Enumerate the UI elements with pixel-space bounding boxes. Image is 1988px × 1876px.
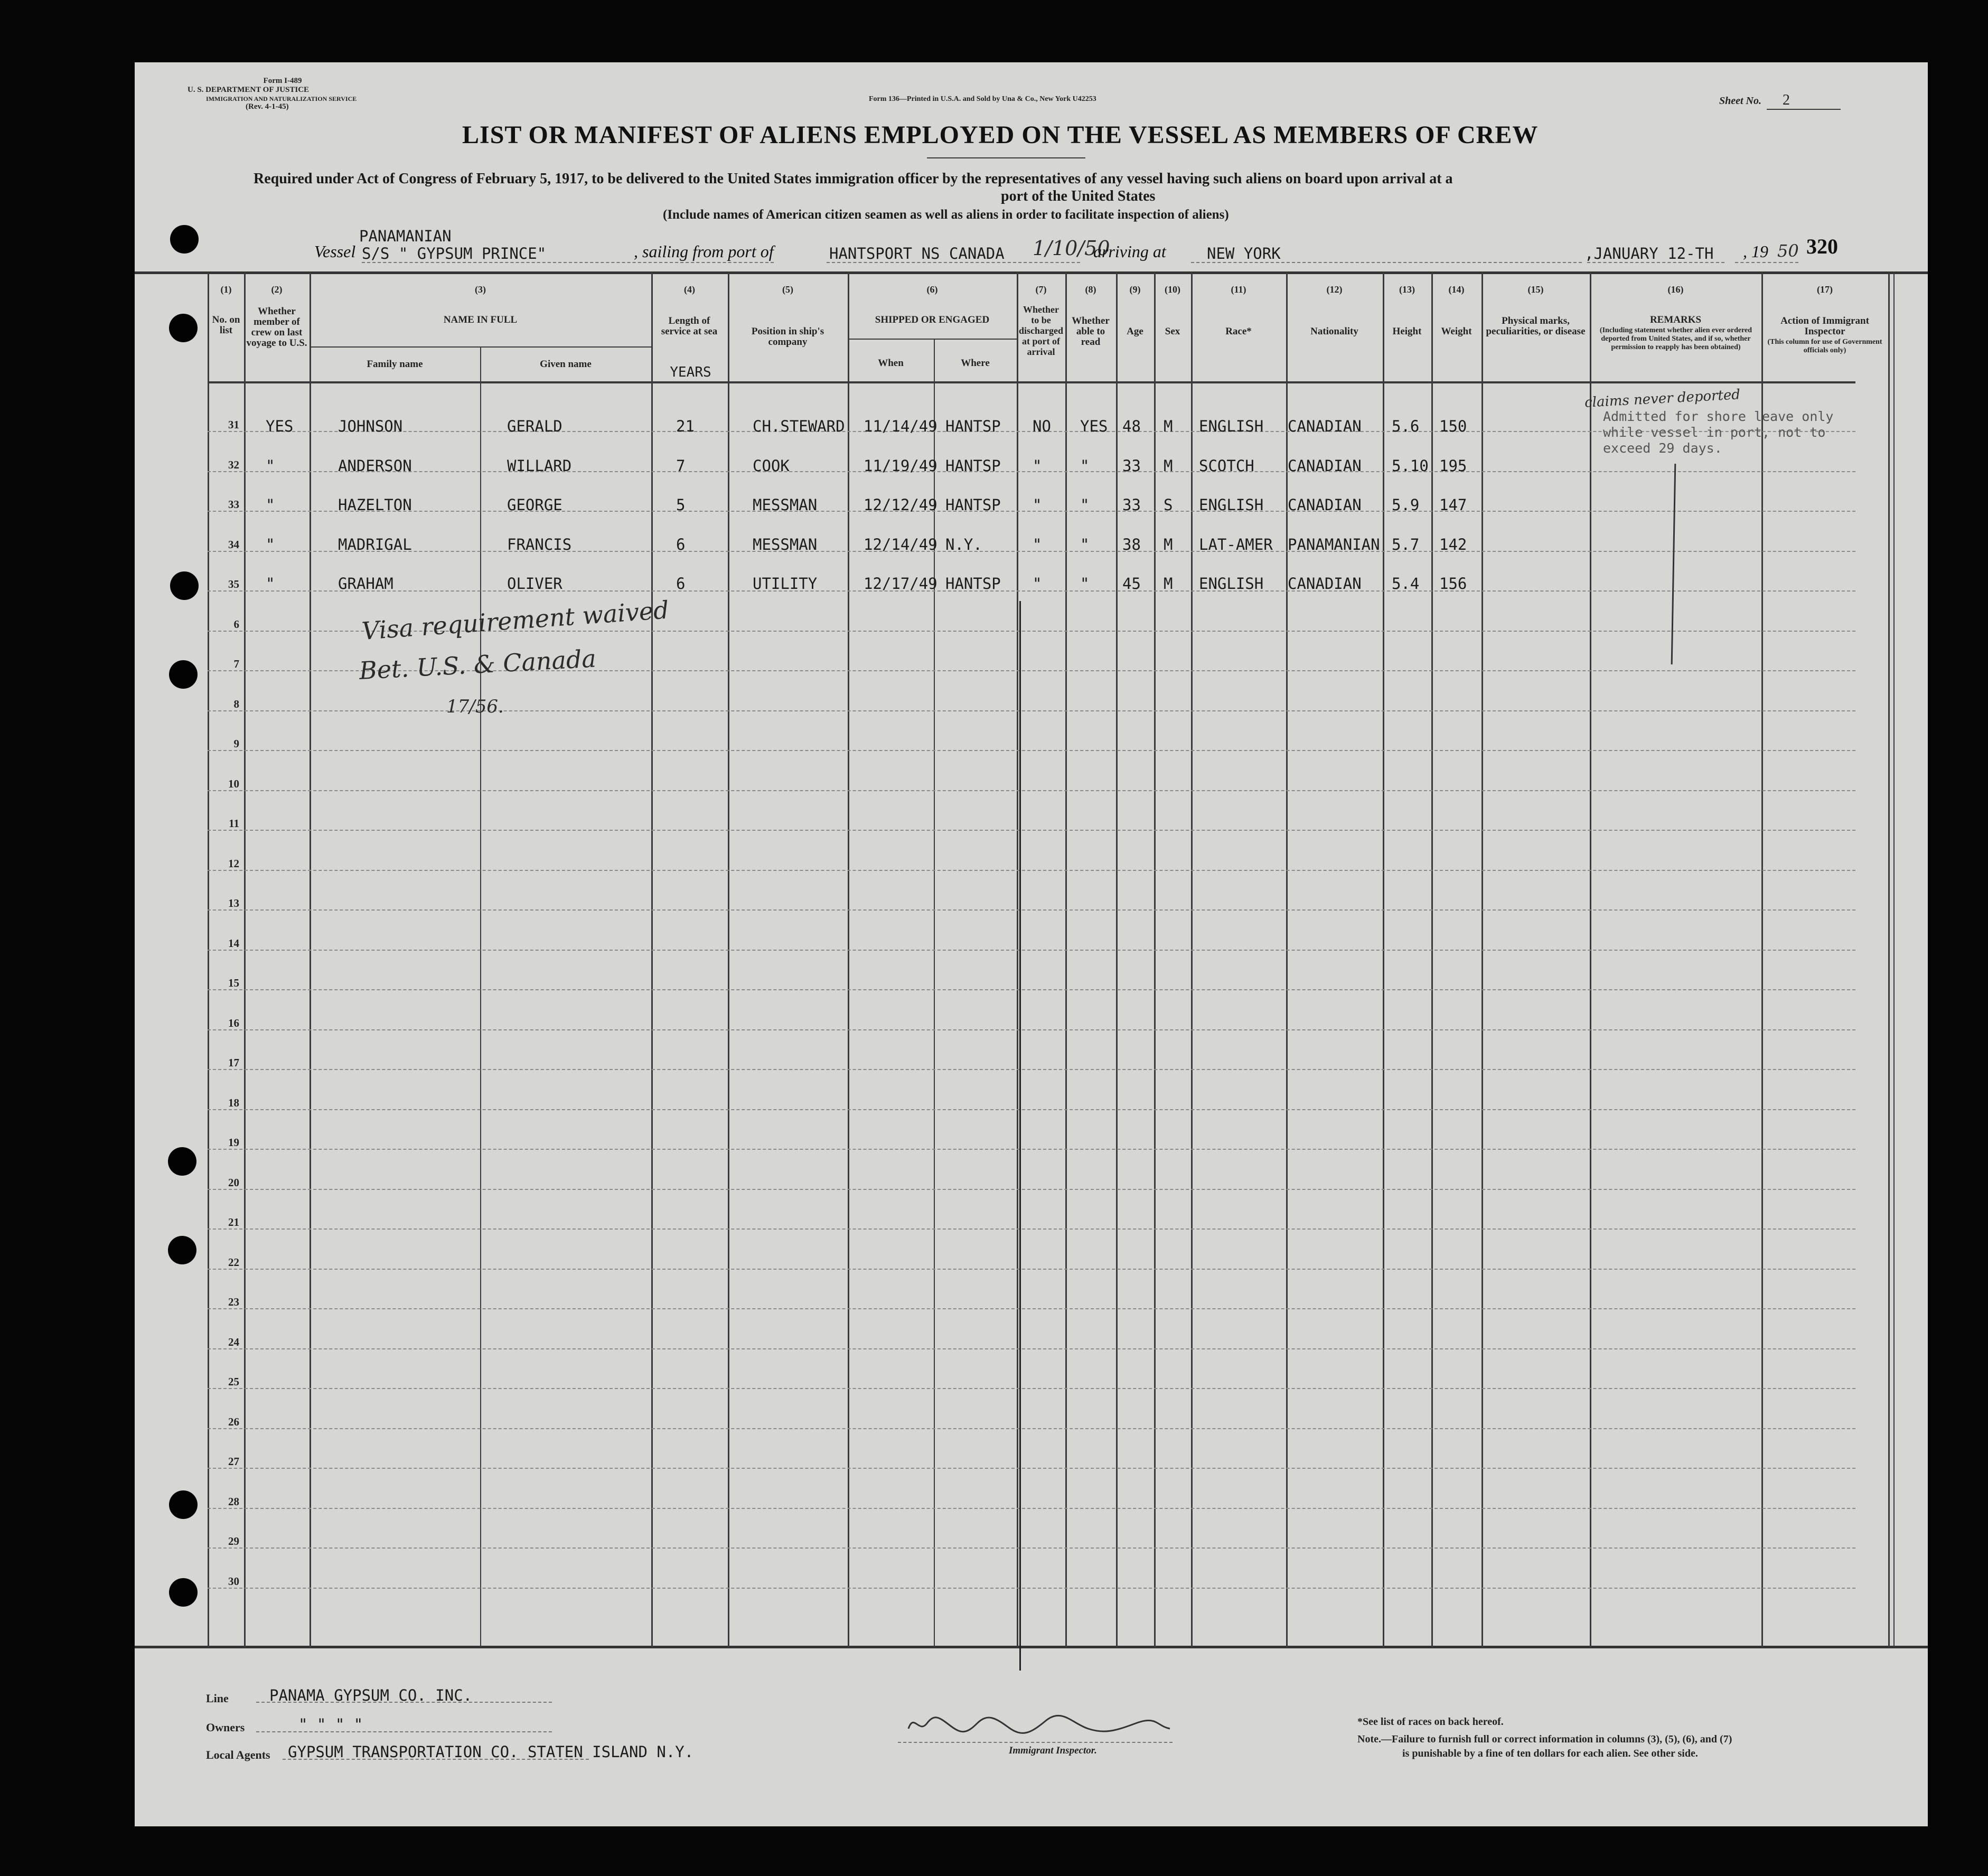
cell-given: OLIVER bbox=[507, 575, 562, 593]
header-shipped-or-engaged: SHIPPED OR ENGAGED bbox=[875, 314, 990, 325]
row-number: 25 bbox=[228, 1375, 239, 1388]
cell-when: 12/14/49 bbox=[864, 535, 937, 554]
row-line bbox=[208, 1269, 1855, 1270]
row-line bbox=[208, 950, 1855, 951]
cell-when: 11/14/49 bbox=[864, 417, 937, 435]
header-remarks: REMARKS bbox=[1649, 314, 1702, 325]
cell-height: 5.9 bbox=[1392, 496, 1420, 514]
header-position: Position in ship's company bbox=[751, 326, 824, 348]
row-number: 12 bbox=[228, 857, 239, 870]
row-line bbox=[208, 471, 1855, 472]
header-name-in-full: NAME IN FULL bbox=[443, 314, 518, 325]
remarks-stamp-line3: exceed 29 days. bbox=[1603, 440, 1722, 456]
row-number: 28 bbox=[228, 1495, 239, 1508]
row-number: 34 bbox=[228, 538, 239, 551]
header-length-of-service: Length of service at sea bbox=[661, 315, 718, 337]
cell-height: 5.7 bbox=[1392, 535, 1420, 554]
row-number: 6 bbox=[233, 617, 239, 631]
footer-owners-value: " " " " bbox=[298, 1715, 363, 1733]
row-number: 14 bbox=[228, 936, 239, 950]
subtitle-line3: (Include names of American citizen seamen as well as aliens in order to facilitate inspection of aliens) bbox=[663, 208, 1229, 222]
cell-crew: " bbox=[266, 535, 275, 554]
cell-height: 5.10 bbox=[1392, 456, 1429, 475]
cell-position: CH.STEWARD bbox=[753, 417, 845, 435]
row-line bbox=[208, 551, 1855, 552]
header-no-on-list: No. on list bbox=[212, 314, 240, 336]
col-num-14: (14) bbox=[1448, 284, 1465, 295]
port-of-departure: HANTSPORT NS CANADA bbox=[829, 245, 1005, 262]
cell-weight: 142 bbox=[1439, 535, 1467, 554]
cell-discharged: " bbox=[1033, 496, 1042, 514]
arriving-label: arriving at bbox=[1093, 242, 1166, 261]
cell-discharged: " bbox=[1033, 575, 1042, 593]
row-number: 29 bbox=[228, 1535, 239, 1547]
row-number: 15 bbox=[228, 977, 239, 989]
row-number: 24 bbox=[228, 1335, 239, 1348]
cell-position: UTILITY bbox=[753, 575, 818, 593]
cell-crew: " bbox=[266, 575, 275, 593]
header-inspector-sub: (This column for use of Government officials only) bbox=[1767, 338, 1882, 354]
row-number: 10 bbox=[228, 777, 239, 790]
row-number: 31 bbox=[228, 418, 239, 431]
cell-read: " bbox=[1080, 535, 1090, 554]
header-race: Race* bbox=[1225, 326, 1252, 337]
footer-note-failure: Note.—Failure to furnish full or correct information in columns (3), (5), (6), and (7) bbox=[1357, 1733, 1732, 1745]
row-line bbox=[208, 1348, 1855, 1349]
row-line bbox=[208, 830, 1855, 831]
row-number: 21 bbox=[228, 1216, 239, 1228]
row-line bbox=[208, 750, 1855, 751]
footer-note-fine: is punishable by a fine of ten dollars for each alien. See other side. bbox=[1402, 1748, 1698, 1759]
header-when: When bbox=[878, 358, 904, 369]
cell-sex: M bbox=[1164, 575, 1173, 593]
remarks-stamp-line1: Admitted for shore leave only bbox=[1603, 409, 1834, 424]
subtitle-line1: Required under Act of Congress of February 5, 1917, to be delivered to the United States immigration officer by the representatives of any vessel having such aliens on board upon arrival at a bbox=[254, 171, 1453, 187]
cell-discharged: " bbox=[1033, 456, 1042, 475]
cell-position: MESSMAN bbox=[753, 496, 818, 514]
cell-family: JOHNSON bbox=[338, 417, 403, 435]
sheet-number: 2 bbox=[1783, 92, 1790, 108]
row-number: 26 bbox=[228, 1415, 239, 1428]
cell-read: " bbox=[1080, 496, 1090, 514]
cell-height: 5.4 bbox=[1392, 575, 1420, 593]
header-discharged: Whether to be discharged at port of arrival bbox=[1018, 304, 1063, 357]
col-num-12: (12) bbox=[1326, 284, 1343, 295]
cell-age: 48 bbox=[1122, 417, 1141, 435]
cell-nationality: CANADIAN bbox=[1288, 496, 1362, 514]
cell-given: WILLARD bbox=[507, 456, 572, 475]
cell-sex: M bbox=[1164, 417, 1173, 435]
cell-nationality: CANADIAN bbox=[1288, 575, 1362, 593]
col-num-17: (17) bbox=[1817, 284, 1833, 295]
header-family-name: Family name bbox=[367, 359, 423, 370]
col-num-13: (13) bbox=[1399, 284, 1415, 295]
row-line bbox=[208, 1588, 1855, 1589]
col-num-7: (7) bbox=[1035, 284, 1047, 295]
page-title: LIST OR MANIFEST OF ALIENS EMPLOYED ON THE VESSEL AS MEMBERS OF CREW bbox=[462, 121, 1539, 149]
cell-family: GRAHAM bbox=[338, 575, 393, 593]
row-line bbox=[208, 511, 1855, 512]
row-number: 30 bbox=[228, 1574, 239, 1588]
punch-hole bbox=[169, 660, 198, 689]
cell-years: 7 bbox=[676, 456, 686, 475]
row-line bbox=[208, 1149, 1855, 1150]
row-line bbox=[208, 1228, 1855, 1230]
cell-weight: 150 bbox=[1439, 417, 1467, 435]
arrival-date: ,JANUARY 12-TH bbox=[1584, 245, 1714, 262]
vessel-flag: PANAMANIAN bbox=[359, 227, 452, 245]
row-number: 8 bbox=[233, 697, 239, 710]
cell-given: GERALD bbox=[507, 417, 562, 435]
footer-note-races: *See list of races on back hereof. bbox=[1357, 1716, 1504, 1728]
row-line bbox=[208, 870, 1855, 871]
punch-hole bbox=[170, 571, 199, 600]
cell-sex: S bbox=[1164, 496, 1173, 514]
cell-years: 6 bbox=[676, 535, 686, 554]
col-num-6: (6) bbox=[926, 284, 938, 295]
inspector-label: Immigrant Inspector. bbox=[1009, 1745, 1097, 1756]
header-able-to-read: Whether able to read bbox=[1072, 315, 1110, 348]
punch-hole bbox=[169, 314, 198, 342]
cell-where: HANTSP bbox=[945, 575, 1001, 593]
row-line bbox=[208, 1388, 1855, 1389]
cell-weight: 147 bbox=[1439, 496, 1467, 514]
cell-race: ENGLISH bbox=[1199, 496, 1264, 514]
row-line bbox=[208, 909, 1855, 911]
arriving-port: NEW YORK bbox=[1207, 245, 1281, 262]
footer-line-value: PANAMA GYPSUM CO. INC. bbox=[269, 1686, 473, 1704]
col-num-4: (4) bbox=[684, 284, 695, 295]
cell-years: 21 bbox=[676, 417, 695, 435]
row-line bbox=[208, 1069, 1855, 1070]
cell-where: N.Y. bbox=[945, 535, 982, 554]
header-sex: Sex bbox=[1165, 326, 1180, 337]
vessel-name: S/S " GYPSUM PRINCE" bbox=[362, 245, 547, 262]
header-weight: Weight bbox=[1441, 326, 1472, 337]
manifest-sheet bbox=[135, 62, 1928, 1826]
department: U. S. DEPARTMENT OF JUSTICE bbox=[187, 86, 310, 94]
col-num-2: (2) bbox=[271, 284, 283, 295]
printer-line: Form 136—Printed in U.S.A. and Sold by Una & Co., New York U42253 bbox=[869, 95, 1096, 103]
col-num-15: (15) bbox=[1527, 284, 1544, 295]
header-physical-marks: Physical marks, peculiarities, or disease bbox=[1486, 315, 1586, 337]
cell-nationality: CANADIAN bbox=[1288, 456, 1362, 475]
header-inspector-action: Action of Immigrant Inspector bbox=[1780, 315, 1869, 337]
stamp-number: 320 bbox=[1806, 234, 1838, 258]
row-line bbox=[208, 1468, 1855, 1469]
row-line bbox=[208, 1189, 1855, 1190]
row-line bbox=[208, 1547, 1855, 1549]
header-given-name: Given name bbox=[540, 359, 592, 370]
inspector-signature bbox=[903, 1702, 1178, 1744]
cell-sex: M bbox=[1164, 456, 1173, 475]
cell-race: SCOTCH bbox=[1199, 456, 1254, 475]
cell-given: GEORGE bbox=[507, 496, 562, 514]
cell-crew: " bbox=[266, 456, 275, 475]
cell-family: ANDERSON bbox=[338, 456, 412, 475]
handwritten-note-line3: 17/56. bbox=[446, 696, 504, 717]
port-date-handwritten: 1/10/50 bbox=[1033, 237, 1110, 260]
header-years: YEARS bbox=[670, 364, 711, 380]
cell-sex: M bbox=[1164, 535, 1173, 554]
cell-race: ENGLISH bbox=[1199, 575, 1264, 593]
header-remarks-sub: (Including statement whether alien ever ordered deported from United States, and if so, whether permission to reapply has been obtained) bbox=[1599, 326, 1752, 351]
row-line bbox=[208, 1428, 1855, 1429]
cell-given: FRANCIS bbox=[507, 535, 572, 554]
cell-age: 33 bbox=[1122, 456, 1141, 475]
row-line bbox=[208, 1508, 1855, 1509]
header-crew-last-voyage: Whether member of crew on last voyage to U.S. bbox=[246, 306, 307, 349]
row-number: 33 bbox=[228, 498, 239, 511]
row-number: 22 bbox=[228, 1255, 239, 1269]
sailing-label: , sailing from port of bbox=[634, 242, 774, 261]
header-height: Height bbox=[1392, 326, 1422, 337]
row-line bbox=[208, 1029, 1855, 1030]
row-number: 16 bbox=[228, 1016, 239, 1029]
punch-hole bbox=[170, 225, 199, 254]
row-line bbox=[208, 989, 1855, 990]
footer-agents-value: GYPSUM TRANSPORTATION CO. STATEN ISLAND N.Y. bbox=[288, 1743, 694, 1761]
punch-hole bbox=[168, 1147, 196, 1176]
cell-family: HAZELTON bbox=[338, 496, 412, 514]
footer-line-label: Line bbox=[206, 1692, 229, 1705]
cell-discharged: " bbox=[1033, 535, 1042, 554]
row-number: 11 bbox=[229, 817, 239, 830]
row-number: 9 bbox=[233, 737, 239, 750]
revision: (Rev. 4-1-45) bbox=[246, 102, 289, 111]
col-num-5: (5) bbox=[782, 284, 793, 295]
cell-nationality: CANADIAN bbox=[1288, 417, 1362, 435]
row-line bbox=[208, 790, 1855, 791]
service: IMMIGRATION AND NATURALIZATION SERVICE bbox=[206, 95, 357, 102]
cell-age: 38 bbox=[1122, 535, 1141, 554]
cell-age: 33 bbox=[1122, 496, 1141, 514]
cell-race: LAT-AMER bbox=[1199, 535, 1273, 554]
cell-position: COOK bbox=[753, 456, 790, 475]
cell-where: HANTSP bbox=[945, 496, 1001, 514]
vessel-label: Vessel bbox=[314, 242, 356, 261]
cell-family: MADRIGAL bbox=[338, 535, 412, 554]
cell-race: ENGLISH bbox=[1199, 417, 1264, 435]
row-number: 32 bbox=[228, 458, 239, 471]
form-number: Form I-489 bbox=[263, 77, 302, 85]
cell-position: MESSMAN bbox=[753, 535, 818, 554]
cell-when: 12/12/49 bbox=[864, 496, 937, 514]
cell-weight: 195 bbox=[1439, 456, 1467, 475]
cell-years: 5 bbox=[676, 496, 686, 514]
sheet-label: Sheet No. bbox=[1719, 95, 1761, 107]
subtitle-line2: port of the United States bbox=[1001, 188, 1156, 204]
header-age: Age bbox=[1127, 326, 1143, 337]
cell-crew: " bbox=[266, 496, 275, 514]
col-num-11: (11) bbox=[1231, 284, 1246, 295]
year: 50 bbox=[1777, 241, 1799, 261]
row-number: 13 bbox=[228, 897, 239, 909]
row-number: 7 bbox=[233, 658, 239, 670]
col-num-3: (3) bbox=[475, 284, 486, 295]
col-num-10: (10) bbox=[1165, 284, 1180, 295]
cell-years: 6 bbox=[676, 575, 686, 593]
cell-read: " bbox=[1080, 575, 1090, 593]
cell-discharged: NO bbox=[1033, 417, 1051, 435]
cell-read: " bbox=[1080, 456, 1090, 475]
punch-hole bbox=[169, 1490, 198, 1519]
row-number: 23 bbox=[228, 1296, 239, 1308]
row-number: 35 bbox=[228, 578, 239, 590]
row-line bbox=[208, 590, 1855, 592]
row-number: 19 bbox=[228, 1136, 239, 1149]
row-line bbox=[208, 1308, 1855, 1309]
remarks-stamp-line2: while vessel in port, not to bbox=[1603, 425, 1826, 440]
cell-age: 45 bbox=[1122, 575, 1141, 593]
cell-nationality: PANAMANIAN bbox=[1288, 535, 1380, 554]
remarks-handwritten: claims never deported bbox=[1584, 387, 1741, 411]
row-line bbox=[208, 1109, 1855, 1110]
row-number: 18 bbox=[228, 1096, 239, 1109]
handwritten-note-line1: Visa requirement waived bbox=[361, 595, 670, 645]
cell-height: 5.6 bbox=[1392, 417, 1420, 435]
row-number: 20 bbox=[228, 1176, 239, 1189]
header-where: Where bbox=[961, 358, 990, 369]
col-num-9: (9) bbox=[1129, 284, 1141, 295]
cell-when: 12/17/49 bbox=[864, 575, 937, 593]
header-nationality: Nationality bbox=[1310, 326, 1358, 337]
year-prefix: , 19 bbox=[1743, 242, 1768, 261]
col-num-16: (16) bbox=[1667, 284, 1684, 295]
footer-agents-label: Local Agents bbox=[206, 1748, 270, 1761]
punch-hole bbox=[169, 1578, 198, 1607]
footer-owners-label: Owners bbox=[206, 1721, 245, 1734]
col-num-8: (8) bbox=[1085, 284, 1096, 295]
cell-crew: YES bbox=[266, 417, 294, 435]
row-number: 17 bbox=[228, 1056, 239, 1069]
col-num-1: (1) bbox=[220, 284, 232, 295]
cell-where: HANTSP bbox=[945, 456, 1001, 475]
cell-read: YES bbox=[1080, 417, 1108, 435]
cell-where: HANTSP bbox=[945, 417, 1001, 435]
cell-when: 11/19/49 bbox=[864, 456, 937, 475]
handwritten-note-line2: Bet. U.S. & Canada bbox=[358, 644, 597, 685]
row-number: 27 bbox=[228, 1455, 239, 1468]
punch-hole bbox=[168, 1236, 196, 1264]
cell-weight: 156 bbox=[1439, 575, 1467, 593]
